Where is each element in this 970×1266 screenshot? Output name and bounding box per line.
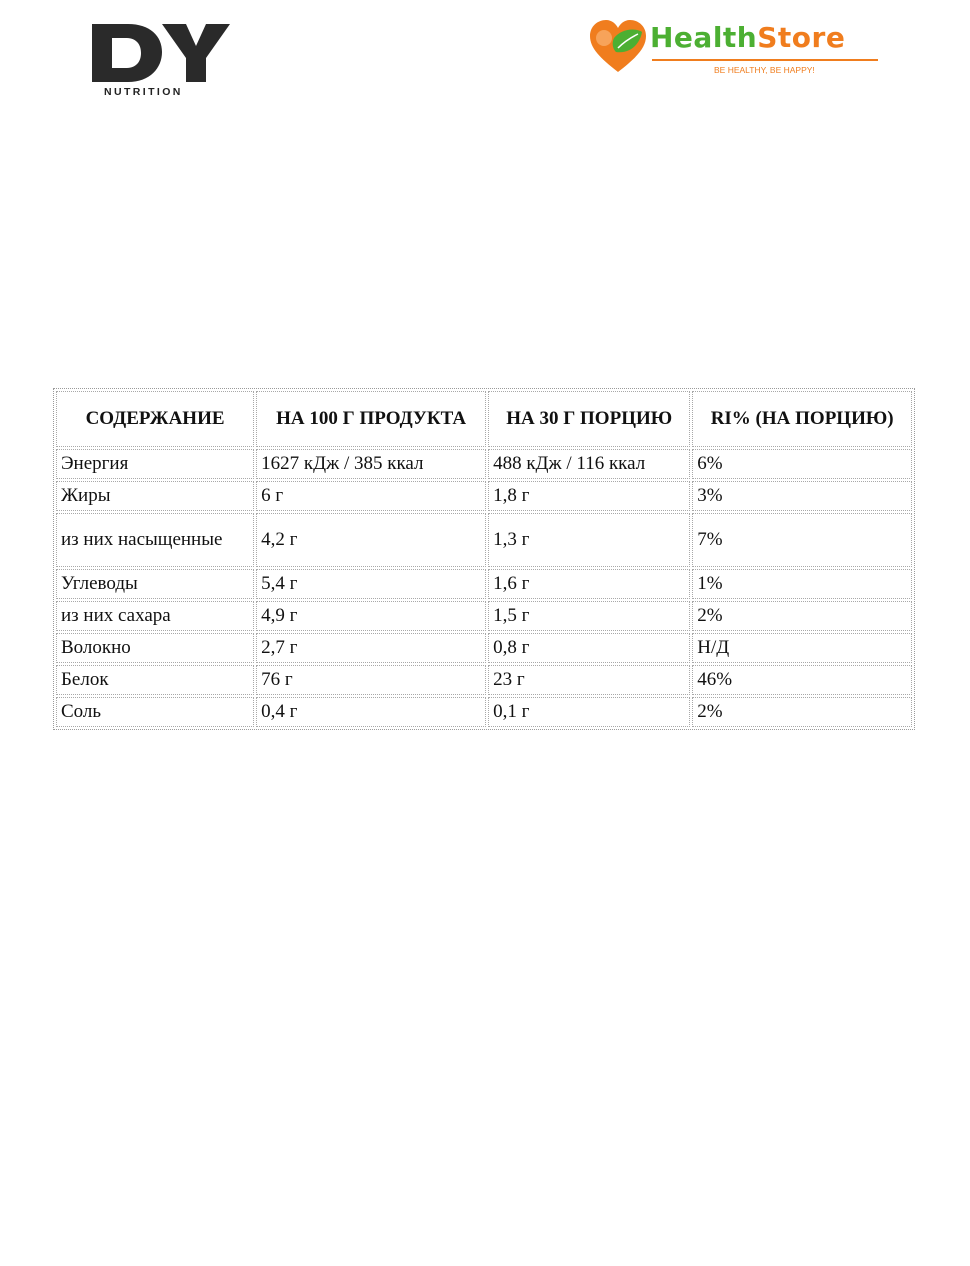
cell-nutrient: Углеводы [56,569,254,599]
cell-per-100g: 1627 кДж / 385 ккал [256,449,486,479]
table-row [56,481,912,511]
cell-nutrient: Энергия [56,449,254,479]
dy-logo-mark [92,24,230,84]
header-per-30g: НА 30 Г ПОРЦИЮ [488,391,690,447]
cell-per-30g: 488 кДж / 116 ккал [488,449,690,479]
cell-nutrient: Жиры [56,481,254,511]
cell-nutrient: Соль [56,697,254,727]
cell-per-100g: 0,4 г [256,697,486,727]
cell-ri: 46% [692,665,912,695]
healthstore-logo [588,18,888,82]
cell-nutrient: из них насыщенные [56,513,254,567]
header-ri-percent: RI% (НА ПОРЦИЮ) [692,391,912,447]
cell-per-30g: 0,1 г [488,697,690,727]
cell-ri: 1% [692,569,912,599]
dy-logo-subtitle: NUTRITION [104,86,183,98]
healthstore-word-store: Store [757,21,846,54]
cell-ri: 2% [692,601,912,631]
cell-per-30g: 1,6 г [488,569,690,599]
cell-per-100g: 4,9 г [256,601,486,631]
cell-per-30g: 23 г [488,665,690,695]
cell-ri: 7% [692,513,912,567]
cell-per-100g: 76 г [256,665,486,695]
cell-per-100g: 2,7 г [256,633,486,663]
header-per-100g: НА 100 Г ПРОДУКТА [256,391,486,447]
cell-ri: 2% [692,697,912,727]
table-row [56,569,912,599]
nutrition-table [53,388,915,730]
healthstore-word-health: Health [650,21,758,54]
cell-per-30g: 1,3 г [488,513,690,567]
cell-per-100g: 6 г [256,481,486,511]
dy-nutrition-logo [92,24,232,100]
table-row [56,449,912,479]
cell-ri: Н/Д [692,633,912,663]
header-content: СОДЕРЖАНИЕ [56,391,254,447]
cell-nutrient: из них сахара [56,601,254,631]
heart-leaf-icon [588,18,648,76]
cell-nutrient: Белок [56,665,254,695]
healthstore-wordmark [650,21,846,54]
cell-ri: 3% [692,481,912,511]
table-row [56,697,912,727]
cell-per-30g: 1,5 г [488,601,690,631]
cell-nutrient: Волокно [56,633,254,663]
cell-per-100g: 4,2 г [256,513,486,567]
cell-per-30g: 0,8 г [488,633,690,663]
cell-per-100g: 5,4 г [256,569,486,599]
table-row [56,633,912,663]
cell-ri: 6% [692,449,912,479]
healthstore-divider [652,59,878,61]
table-row [56,513,912,567]
table-row [56,665,912,695]
table-header-row [56,391,912,447]
healthstore-tagline: BE HEALTHY, BE HAPPY! [714,65,815,75]
table-row [56,601,912,631]
cell-per-30g: 1,8 г [488,481,690,511]
